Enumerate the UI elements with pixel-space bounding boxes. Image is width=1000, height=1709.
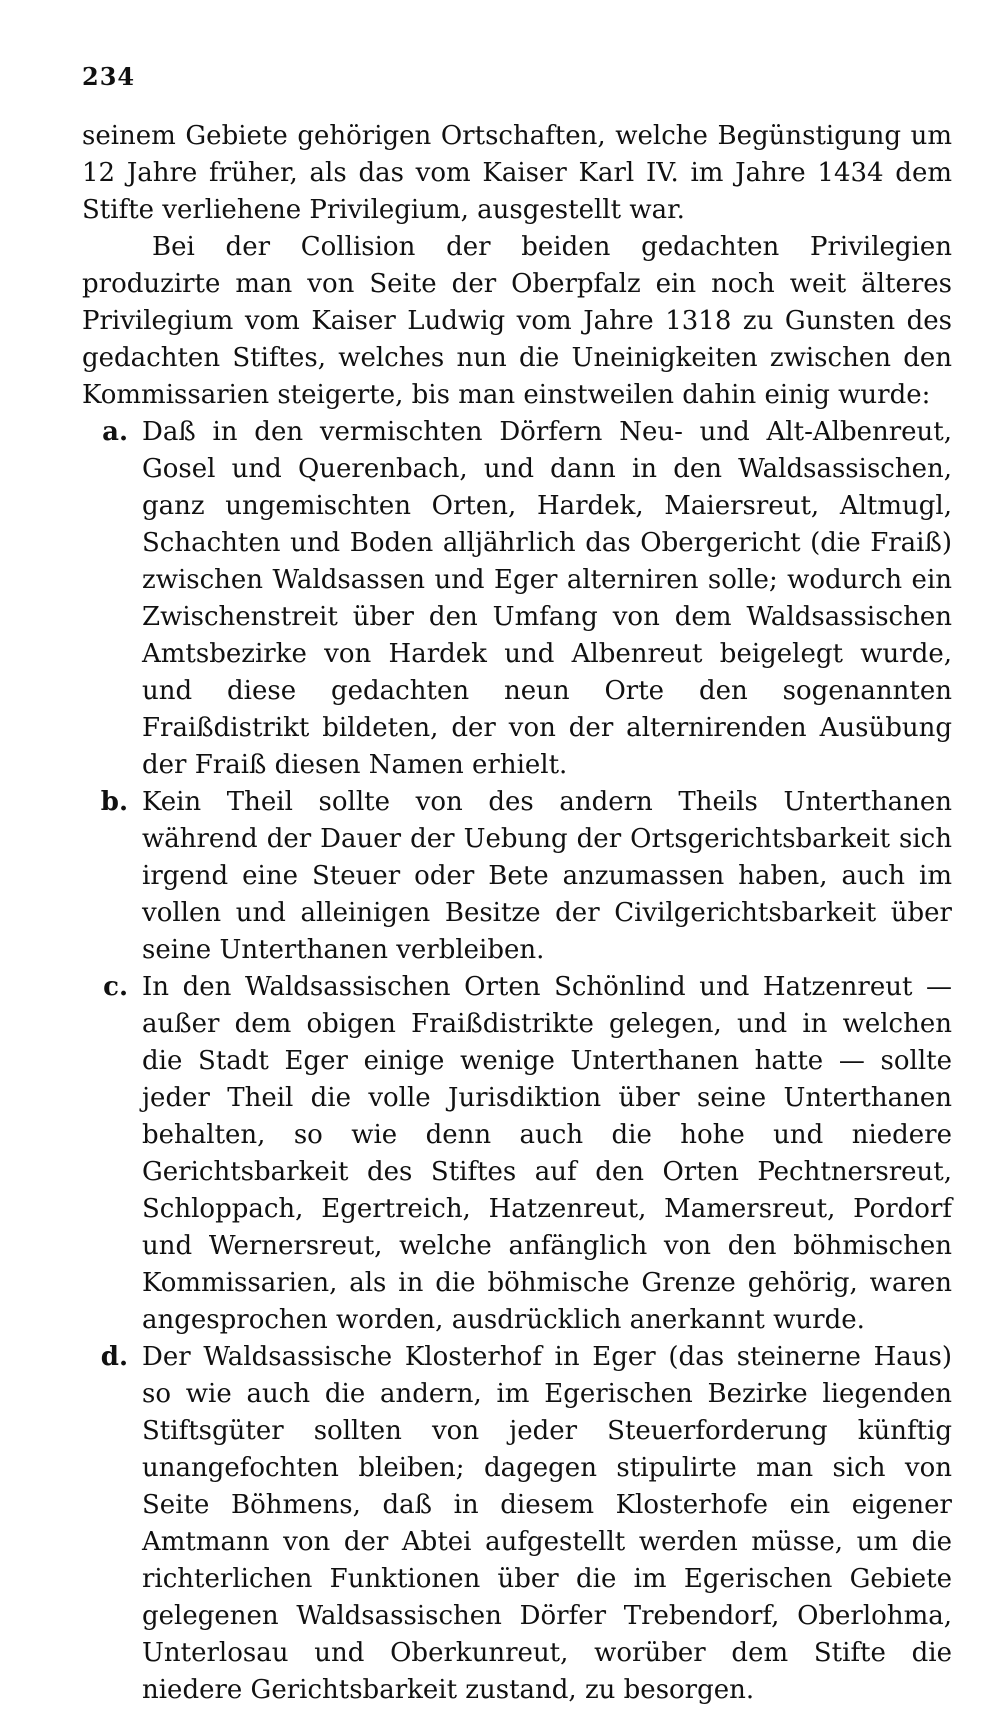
list-item-letter: a. (102, 417, 128, 447)
list-item-a (82, 414, 952, 784)
page-number: 234 (82, 62, 136, 91)
list-item-text: Der Waldsassische Klosterhof in Eger (das steinerne Haus) so wie auch die andern, im Egerischen Bezirke liegenden Stiftsgüter sollten von jeder Steuerforderung künftig unangefochten bleiben; dagegen stipulirte man sich von Seite Böhmens, daß in diesem Klosterhofe ein eigener Amtmann von der Abtei aufgestellt werden müsse, um die richterlichen Funktionen über die im Egerischen Gebiete gelegenen Waldsassischen Dörfer Trebendorf, Oberlohma, Unterlosau und Oberkunreut, worüber dem Stifte die niedere Gerichtsbarkeit zustand, zu besorgen. (142, 1342, 952, 1705)
text-block (82, 118, 952, 1709)
enumerated-list (82, 414, 952, 1709)
list-item-letter: d. (100, 1342, 128, 1372)
list-item-b (82, 784, 952, 969)
list-item-d (82, 1339, 952, 1709)
paragraph-collision: Bei der Collision der beiden gedachten Privilegien produzirte man von Seite der Oberpfalz ein noch weit älteres Privilegium vom Kaiser Ludwig vom Jahre 1318 zu Gunsten des gedachten Stiftes, welches nun die Uneinigkeiten zwischen den Kommissarien steigerte, bis man einstweilen dahin einig wurde: (82, 232, 952, 410)
paragraph-continuation: seinem Gebiete gehörigen Ortschaften, welche Begünstigung um 12 Jahre früher, als das vom Kaiser Karl IV. im Jahre 1434 dem Stifte verliehene Privilegium, ausgestellt war. (82, 121, 952, 225)
list-item-text: Daß in den vermischten Dörfern Neu- und Alt-Albenreut, Gosel und Querenbach, und dann in den Waldsassischen, ganz ungemischten Orten, Hardek, Maiersreut, Altmugl, Schachten und Boden alljährlich das Obergericht (die Fraiß) zwischen Waldsassen und Eger alterniren solle; wodurch ein Zwischenstreit über den Umfang von dem Waldsassischen Amtsbezirke von Hardek und Albenreut beigelegt wurde, und diese gedachten neun Orte den sogenannten Fraißdistrikt bildeten, der von der alternirenden Ausübung der Fraiß diesen Namen erhielt. (142, 417, 952, 780)
list-item-text: Kein Theil sollte von des andern Theils Unterthanen während der Dauer der Uebung der Ortsgerichtsbarkeit sich irgend eine Steuer oder Bete anzumassen haben, auch im vollen und alleinigen Besitze der Civilgerichtsbarkeit über seine Unterthanen verbleiben. (142, 787, 952, 965)
list-item-letter: c. (103, 972, 128, 1002)
list-item-letter: b. (100, 787, 128, 817)
list-item-text: In den Waldsassischen Orten Schönlind und Hatzenreut — außer dem obigen Fraißdistrikte gelegen, und in welchen die Stadt Eger einige wenige Unterthanen hatte — sollte jeder Theil die volle Jurisdiktion über seine Unterthanen behalten, so wie denn auch die hohe und niedere Gerichtsbarkeit des Stiftes auf den Orten Pechtnersreut, Schloppach, Egertreich, Hatzenreut, Mamersreut, Pordorf und Wernersreut, welche anfänglich von den böhmischen Kommissarien, als in die böhmische Grenze gehörig, waren angesprochen worden, ausdrücklich anerkannt wurde. (142, 972, 952, 1335)
list-item-c (82, 969, 952, 1339)
